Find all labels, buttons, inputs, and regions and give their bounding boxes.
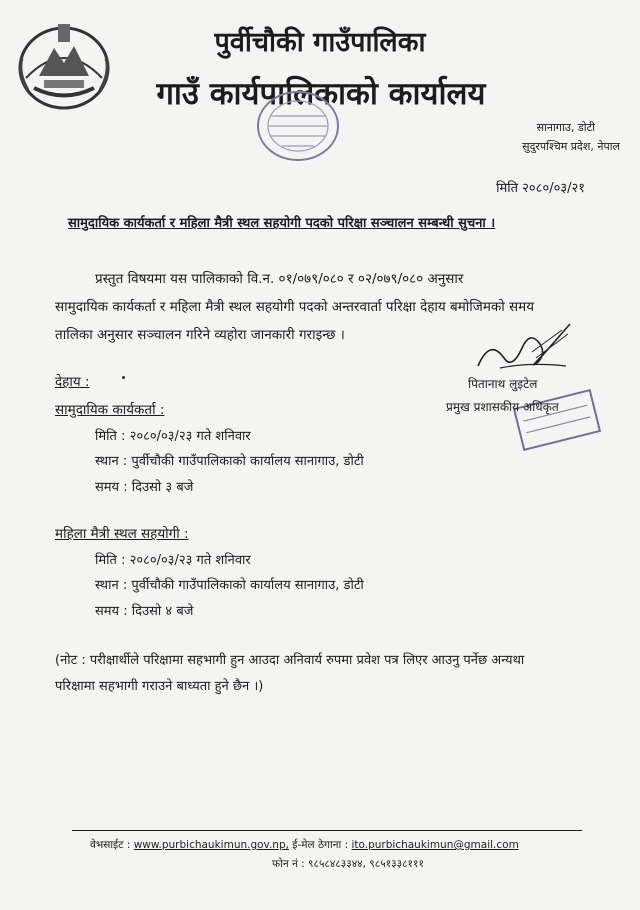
- body-line-2: सामुदायिक कार्यकर्ता र महिला मैत्री स्थल सहयोगी पदको अन्तरवार्ता परिक्षा देहाय बमोजिमको समय: [55, 299, 535, 315]
- office-title: गाउँ कार्यपालिकाको कार्यालय: [156, 76, 486, 112]
- address-line-2: सुदुरपश्चिम प्रदेश, नेपाल: [522, 140, 620, 153]
- section2-place: स्थान : पुर्वीचौकी गाउँपालिकाको कार्यालय सानागाउ, डोटी: [95, 578, 364, 593]
- note-line-2: परिक्षामा सहभागी गराउने बाध्यता हुने छैन ।): [55, 679, 264, 694]
- phone-label: फोन नं :: [272, 858, 305, 870]
- dehaay-label: देहाय :: [55, 374, 90, 390]
- section1-heading: सामुदायिक कार्यकर्ता :: [55, 402, 165, 418]
- phone-numbers: ९८५८४८३३४४, ९८५१३३८१११: [308, 858, 424, 870]
- footer-phone: [272, 857, 424, 871]
- section1-date: मिति : २०८०/०३/२३ गते शनिवार: [95, 429, 251, 444]
- address-line-1: सानागाउ, डोटी: [536, 121, 595, 134]
- footer-divider: [72, 830, 582, 831]
- section1-place: स्थान : पुर्वीचौकी गाउँपालिकाको कार्यालय सानागाउ, डोटी: [95, 454, 364, 469]
- signatory-name: पितानाथ लुइटेल: [468, 377, 538, 391]
- section2-date: मिति : २०८०/०३/२३ गते शनिवार: [95, 553, 251, 568]
- website-label: वेभसाईट :: [90, 839, 131, 851]
- email-link[interactable]: ito.purbichaukimun@gmail.com: [351, 839, 519, 851]
- official-stamp-icon: [512, 385, 602, 455]
- section2-heading: महिला मैत्री स्थल सहयोगी :: [55, 526, 189, 542]
- letter-note: [55, 648, 615, 700]
- nepal-emblem-icon: [14, 18, 114, 114]
- footer-contact: [90, 838, 519, 852]
- signature-icon: [470, 318, 580, 378]
- note-line-1: (नोट : परीक्षार्थीले परिक्षामा सहभागी हुन आउदा अनिवार्य रुपमा प्रवेश पत्र लिएर आउनु पर्नेछ अन्यथा: [55, 653, 525, 668]
- body-line-1: प्रस्तुत विषयमा यस पालिकाको वि.न. ०१/०७९/०८० र ०२/०७९/०८० अनुसार: [95, 271, 464, 287]
- section2-time: समय : दिउसो ४ बजे: [95, 604, 194, 619]
- letter-date: मिति २०८०/०३/२१: [496, 181, 585, 196]
- office-seal-icon: [250, 86, 346, 166]
- email-label: ई-मेल ठेगाना :: [292, 839, 349, 851]
- website-link[interactable]: www.purbichaukimun.gov.np,: [133, 839, 289, 851]
- body-line-3: तालिका अनुसार सञ्चालन गरिने व्यहोरा जानकारी गराइन्छ ।: [55, 327, 345, 343]
- ink-dot: [122, 376, 125, 379]
- municipality-title: पुर्वीचौकी गाउँपालिका: [214, 27, 426, 58]
- letter-subject: सामुदायिक कार्यकर्ता र महिला मैत्री स्थल सहयोगी पदको परिक्षा सञ्चालन सम्बन्धी सुचना ।: [68, 216, 496, 231]
- signatory-title: प्रमुख प्रशासकीय अधिकृत: [446, 400, 559, 414]
- section1-time: समय : दिउसो ३ बजे: [95, 480, 194, 495]
